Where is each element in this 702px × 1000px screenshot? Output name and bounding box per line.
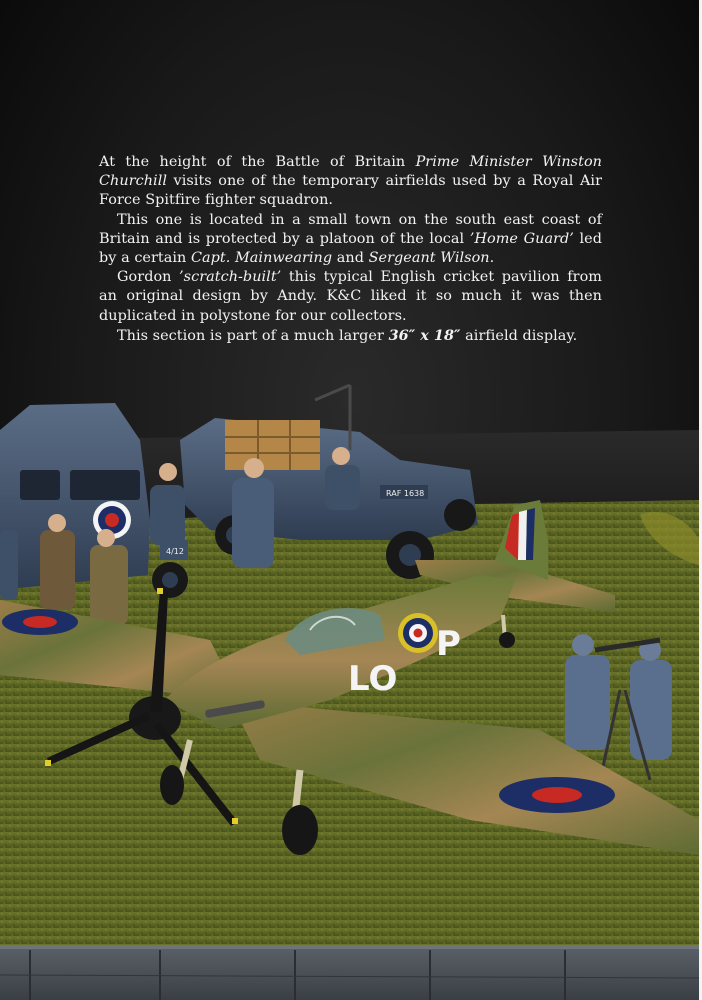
p4-text-a: This section is part of a much larger bbox=[117, 327, 389, 344]
p3-scratch-built: ’scratch-built’ bbox=[179, 269, 282, 286]
paragraph-4 bbox=[99, 326, 602, 346]
paragraph-2 bbox=[99, 211, 602, 269]
p1-text-c: visits one of the temporary airfields used by a Royal Air Force Spitfire fighter squadron. bbox=[99, 173, 602, 209]
p3-text-c: this typical English cricket pavilion from an original design by Andy. K&C liked it so much it was then duplicated in polystone for our collectors. bbox=[99, 269, 603, 324]
p3-text-a: Gordon bbox=[117, 269, 180, 286]
p2-captain: Capt. Mainwearing bbox=[190, 250, 333, 267]
aircraft-code: LO bbox=[348, 659, 398, 699]
stone-edging bbox=[0, 945, 699, 1000]
p2-sergeant: Sergeant Wilson bbox=[368, 250, 490, 267]
p2-home-guard: ’Home Guard’ bbox=[469, 230, 574, 247]
p2-text-g: . bbox=[489, 250, 495, 267]
jeep-marking: 4/12 bbox=[166, 547, 184, 556]
p2-text-c: led by a certain bbox=[99, 230, 603, 267]
car-marking: RAF 1638 bbox=[386, 489, 425, 498]
paragraph-1 bbox=[99, 153, 602, 211]
p4-dimensions: 36″ x 18″ bbox=[388, 326, 461, 344]
p1-text-a: At the height of the Battle of Britain bbox=[99, 154, 416, 170]
p2-text-a: This one is located in a small town on the south east coast of Britain and is protected by a platoon of the local bbox=[99, 211, 602, 247]
aircraft-serial: P bbox=[436, 624, 461, 664]
p1-prime-minister: Prime Minister Winston Churchill bbox=[99, 154, 602, 190]
p4-text-c: airfield display. bbox=[460, 327, 578, 344]
paragraph-3 bbox=[99, 268, 602, 326]
article-text bbox=[99, 153, 602, 346]
p2-text-e: and bbox=[332, 250, 369, 267]
